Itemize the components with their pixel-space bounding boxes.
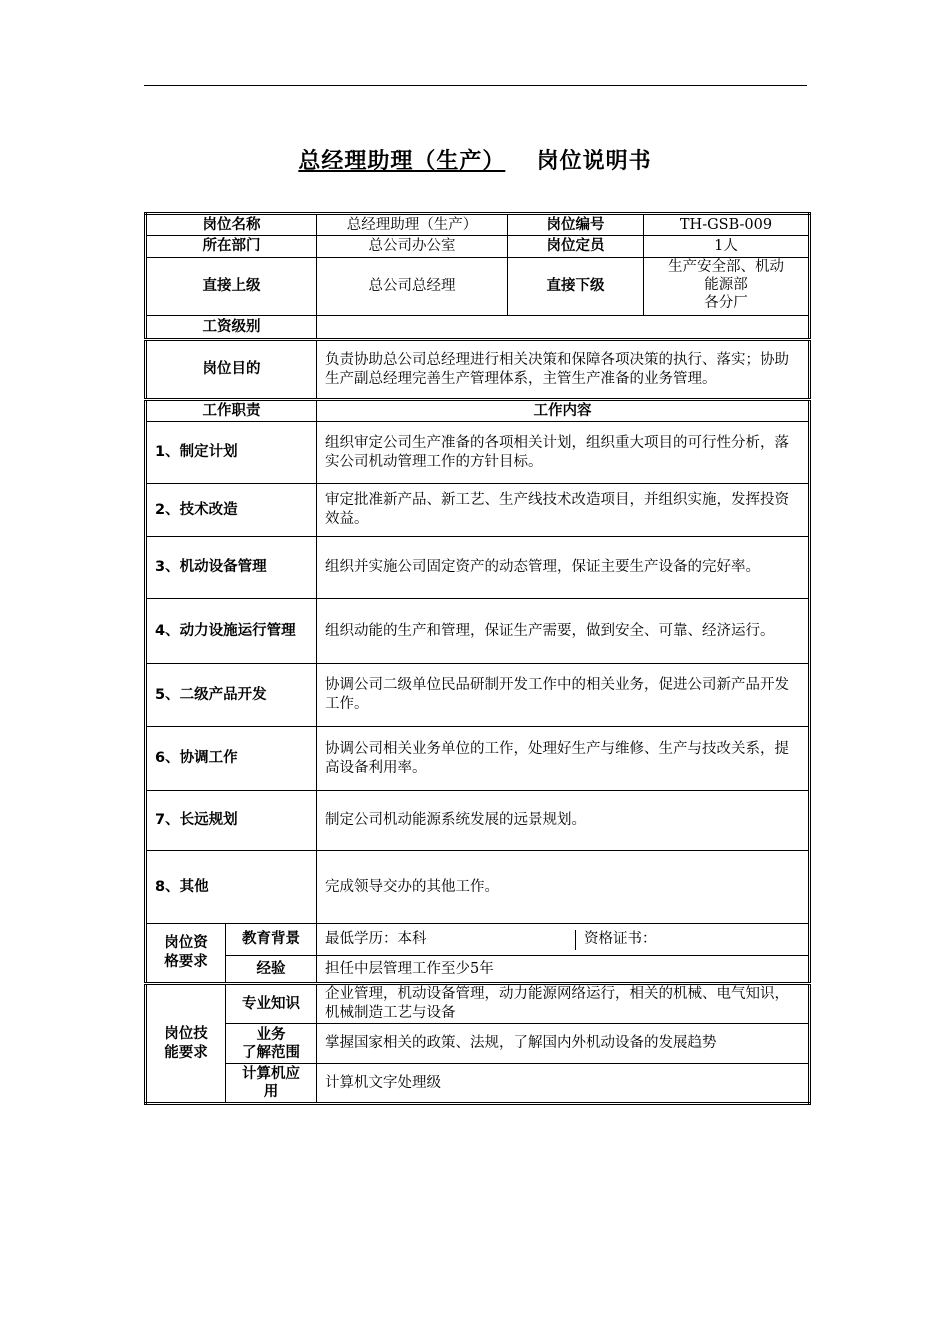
job-description-table: [144, 212, 811, 1105]
title-part1: 总经理助理（生产）: [298, 149, 506, 174]
subordinate-value: [644, 258, 810, 316]
experience-value: 担任中层管理工作至少5年: [317, 956, 810, 984]
duty-row: [146, 791, 810, 851]
salary-value: [317, 316, 810, 340]
row-education: [146, 924, 810, 956]
row-knowledge: [146, 984, 810, 1024]
education-cell: [317, 924, 810, 956]
duty-content: 组织并实施公司固定资产的动态管理，保证主要生产设备的完好率。: [317, 537, 810, 599]
duty-name: 7、长远规划: [146, 791, 317, 851]
knowledge-value: 企业管理，机动设备管理，动力能源网络运行，相关的机械、电气知识，机械制造工艺与设备: [317, 984, 810, 1024]
education-value: 最低学历：本科: [317, 930, 576, 950]
duty-name: 6、协调工作: [146, 727, 317, 791]
duty-content: 组织动能的生产和管理，保证生产需要，做到安全、可靠、经济运行。: [317, 599, 810, 664]
purpose-label: 岗位目的: [146, 340, 317, 400]
position-code-value: TH-GSB-009: [644, 214, 810, 236]
row-computer: [146, 1064, 810, 1104]
duty-name: 5、二级产品开发: [146, 664, 317, 727]
department-label: 所在部门: [146, 236, 317, 258]
duty-name: 1、制定计划: [146, 422, 317, 484]
position-name-value: 总经理助理（生产）: [317, 214, 508, 236]
certificate-label: 资格证书：: [584, 930, 657, 947]
duty-content: 协调公司相关业务单位的工作，处理好生产与维修、生产与技改关系，提高设备利用率。: [317, 727, 810, 791]
subordinate-line-3: 各分厂: [704, 295, 748, 311]
duty-row: [146, 664, 810, 727]
duty-row: [146, 484, 810, 537]
duties-header-left: 工作职责: [146, 400, 317, 422]
duty-name: 8、其他: [146, 851, 317, 924]
superior-label: 直接上级: [146, 258, 317, 316]
page-title: [0, 144, 950, 175]
duty-content: 审定批准新产品、新工艺、生产线技术改造项目，并组织实施，发挥投资效益。: [317, 484, 810, 537]
salary-label: 工资级别: [146, 316, 317, 340]
duty-row: [146, 851, 810, 924]
duty-row: [146, 537, 810, 599]
row-salary: [146, 316, 810, 340]
row-business: [146, 1024, 810, 1064]
superior-value: 总公司总经理: [317, 258, 508, 316]
duty-content: 协调公司二级单位民品研制开发工作中的相关业务，促进公司新产品开发工作。: [317, 664, 810, 727]
computer-label: 计算机应用: [226, 1064, 317, 1104]
row-purpose: [146, 340, 810, 400]
row-department: [146, 236, 810, 258]
row-experience: [146, 956, 810, 984]
duty-name: 4、动力设施运行管理: [146, 599, 317, 664]
skills-label: 岗位技能要求: [146, 984, 226, 1104]
position-name-label: 岗位名称: [146, 214, 317, 236]
row-position-name: [146, 214, 810, 236]
position-code-label: 岗位编号: [508, 214, 644, 236]
subordinate-label: 直接下级: [508, 258, 644, 316]
duty-content: 组织审定公司生产准备的各项相关计划，组织重大项目的可行性分析，落实公司机动管理工作的方针目标。: [317, 422, 810, 484]
title-part2: 岗位说明书: [536, 149, 652, 174]
knowledge-label: 专业知识: [226, 984, 317, 1024]
education-label: 教育背景: [226, 924, 317, 956]
subordinate-line-2: 能源部: [704, 277, 748, 293]
purpose-value: 负责协助总公司总经理进行相关决策和保障各项决策的执行、落实；协助生产副总经理完善生产管理体系，主管生产准备的业务管理。: [317, 340, 810, 400]
duty-row: [146, 727, 810, 791]
row-duties-header: [146, 400, 810, 422]
experience-label: 经验: [226, 956, 317, 984]
duty-content: 完成领导交办的其他工作。: [317, 851, 810, 924]
duty-name: 2、技术改造: [146, 484, 317, 537]
department-value: 总公司办公室: [317, 236, 508, 258]
duty-row: [146, 599, 810, 664]
qualification-label: 岗位资格要求: [146, 924, 226, 984]
duty-name: 3、机动设备管理: [146, 537, 317, 599]
row-superior: [146, 258, 810, 316]
headcount-value: 1人: [644, 236, 810, 258]
headcount-label: 岗位定员: [508, 236, 644, 258]
business-label: 业务 了解范围: [226, 1024, 317, 1064]
computer-value: 计算机文字处理级: [317, 1064, 810, 1104]
duty-content: 制定公司机动能源系统发展的远景规划。: [317, 791, 810, 851]
header-rule: [144, 85, 807, 86]
business-value: 掌握国家相关的政策、法规，了解国内外机动设备的发展趋势: [317, 1024, 810, 1064]
duty-row: [146, 422, 810, 484]
subordinate-line-1: 生产安全部、机动: [668, 259, 784, 275]
duties-header-right: 工作内容: [317, 400, 810, 422]
